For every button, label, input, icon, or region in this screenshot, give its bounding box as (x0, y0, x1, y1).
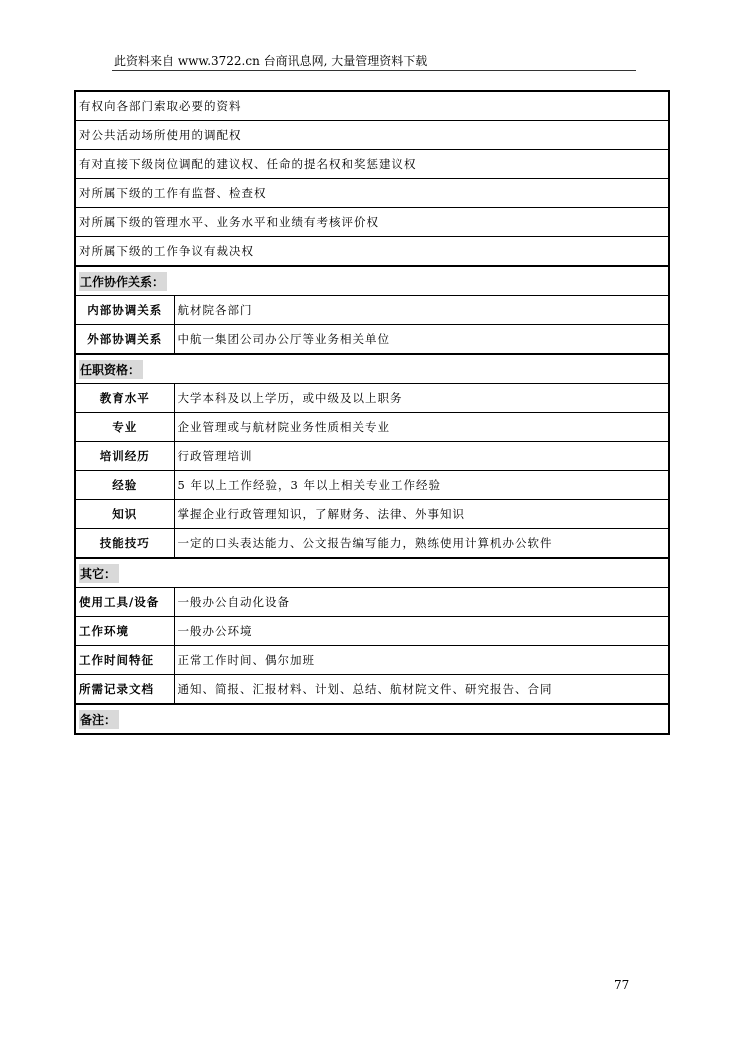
qualification-value: 行政管理培训 (174, 442, 669, 471)
other-label: 使用工具/设备 (75, 588, 174, 617)
collaboration-label: 外部协调关系 (75, 325, 174, 355)
qualification-row (75, 384, 669, 413)
qualification-value: 一定的口头表达能力、公文报告编写能力，熟练使用计算机办公软件 (174, 529, 669, 559)
other-row (75, 646, 669, 675)
section-title-remarks: 备注： (79, 710, 119, 729)
other-value: 通知、简报、汇报材料、计划、总结、航材院文件、研究报告、合同 (174, 675, 669, 705)
collaboration-row (75, 296, 669, 325)
authority-text: 对公共活动场所使用的调配权 (75, 121, 669, 150)
other-value: 一般办公自动化设备 (174, 588, 669, 617)
section-other (75, 558, 669, 588)
other-row (75, 675, 669, 705)
section-collaboration (75, 266, 669, 296)
authority-row (75, 121, 669, 150)
qualification-value: 大学本科及以上学历，或中级及以上职务 (174, 384, 669, 413)
qualification-value: 5 年以上工作经验，3 年以上相关专业工作经验 (174, 471, 669, 500)
collaboration-row (75, 325, 669, 355)
qualification-row (75, 442, 669, 471)
qualification-label: 教育水平 (75, 384, 174, 413)
other-value: 一般办公环境 (174, 617, 669, 646)
authority-text: 有对直接下级岗位调配的建议权、任命的提名权和奖惩建议权 (75, 150, 669, 179)
authority-text: 对所属下级的工作争议有裁决权 (75, 237, 669, 267)
qualification-label: 经验 (75, 471, 174, 500)
section-qualifications (75, 354, 669, 384)
authority-text: 有权向各部门索取必要的资料 (75, 91, 669, 121)
authority-row (75, 208, 669, 237)
page-number: 77 (614, 978, 630, 992)
section-title-other: 其它： (79, 564, 119, 583)
section-title-qualifications: 任职资格： (79, 360, 143, 379)
qualification-row (75, 529, 669, 559)
qualification-label: 专业 (75, 413, 174, 442)
other-label: 工作环境 (75, 617, 174, 646)
qualification-row (75, 471, 669, 500)
qualification-row (75, 413, 669, 442)
section-remarks (75, 704, 669, 734)
job-description-table (74, 90, 670, 735)
authority-text: 对所属下级的管理水平、业务水平和业绩有考核评价权 (75, 208, 669, 237)
other-label: 工作时间特征 (75, 646, 174, 675)
authority-text: 对所属下级的工作有监督、检查权 (75, 179, 669, 208)
qualification-label: 知识 (75, 500, 174, 529)
collaboration-value: 中航一集团公司办公厅等业务相关单位 (174, 325, 669, 355)
qualification-label: 培训经历 (75, 442, 174, 471)
collaboration-value: 航材院各部门 (174, 296, 669, 325)
other-row (75, 617, 669, 646)
qualification-value: 掌握企业行政管理知识，了解财务、法律、外事知识 (174, 500, 669, 529)
authority-row (75, 237, 669, 267)
qualification-label: 技能技巧 (75, 529, 174, 559)
collaboration-label: 内部协调关系 (75, 296, 174, 325)
authority-row (75, 91, 669, 121)
section-title-collaboration: 工作协作关系： (79, 272, 167, 291)
authority-row (75, 179, 669, 208)
authority-row (75, 150, 669, 179)
other-label: 所需记录文档 (75, 675, 174, 705)
other-row (75, 588, 669, 617)
qualification-row (75, 500, 669, 529)
other-value: 正常工作时间、偶尔加班 (174, 646, 669, 675)
page-header: 此资料来自 www.3722.cn 台商讯息网, 大量管理资料下载 (112, 54, 636, 71)
qualification-value: 企业管理或与航材院业务性质相关专业 (174, 413, 669, 442)
